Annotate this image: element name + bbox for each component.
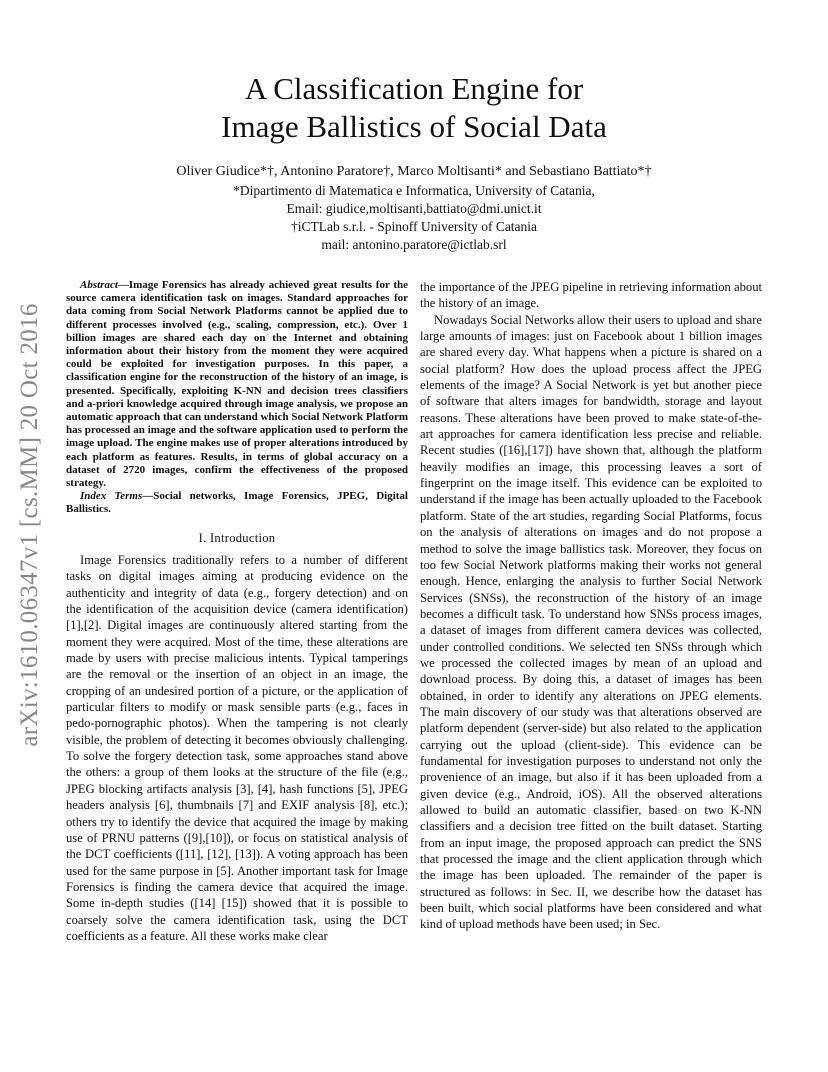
paper-title <box>0 70 828 146</box>
email-1: Email: giudice,moltisanti,battiato@dmi.unict.it <box>286 201 542 216</box>
right-column <box>420 279 762 933</box>
arxiv-id: arXiv:1610.06347v1 [cs.MM] 20 Oct 2016 <box>16 303 43 747</box>
intro-paragraph-2: the importance of the JPEG pipeline in retrieving information about the history of an image. <box>420 280 762 311</box>
index-terms-label: Index Terms <box>80 490 143 503</box>
abstract-label: Abstract <box>80 279 118 291</box>
email-2: mail: antonino.paratore@ictlab.srl <box>321 237 507 252</box>
intro-paragraph-1: Image Forensics traditionally refers to a number of different tasks on digital images aiming at producing evidence on the authenticity and integrity of data (e.g., forgery detection) and on the identification of the acquisition device (camera identification) [1],[2]. Digital images are continuously altered starting from the moment they were acquired. Most of the time, these alterations are made by users with precise malicious intents. Typical tamperings are the removal or the insertion of an object in an image, the cropping of an undesired portion of a picture, or the application of particular filters to modify or mask sensible parts (e.g., faces in pedo-pornographic photos). When the tampering is not clearly visible, the problem of detecting it becomes obviously challenging. To solve the forgery detection task, some approaches stand above the others: a group of them looks at the structure of the file (e.g., JPEG blocking artifacts analysis [3], [4], hash functions [5], JPEG headers analysis [6], thumbnails [7] and EXIF analysis [8], etc.); others try to identify the device that acquired the image by making use of PRNU patterns ([9],[10]), or focus on statistical analysis of the DCT coefficients ([11], [12], [13]). A voting approach has been used for the same purpose in [5]. Another important task for Image Forensics is finding the camera device that acquired the image. Some in-depth studies ([14] [15]) showed that it is possible to coarsely solve the camera identification task, using the DCT coefficients as a feature. All these works make clear <box>66 553 408 943</box>
abstract-text: —Image Forensics has already achieved great results for the source camera identification task on images. Standard approaches for data coming from Social Network Platforms cannot be applied due to different processes involved (e.g., scaling, compression, etc.). Over 1 billion images are shared each day on the Internet and obtaining information about their history from the moment they were acquired could be exploited for investigation purposes. In this paper, a classification engine for the reconstruction of the history of an image, is presented. Specifically, exploiting K-NN and decision trees classifiers and a-priori knowledge acquired through image analysis, we propose an automatic approach that can understand which Social Network Platform has processed an image and the software application used to perform the image upload. The engine makes use of proper alterations introduced by each platform as features. Results, in terms of global accuracy on a dataset of 2720 images, confirm the effectiveness of the proposed strategy. <box>66 279 409 490</box>
title-line-1: A Classification Engine for <box>244 71 584 106</box>
arxiv-sidebar <box>10 275 50 775</box>
title-line-2: Image Ballistics of Social Data <box>221 109 607 144</box>
author-block <box>0 162 828 254</box>
left-column <box>66 279 408 944</box>
section-heading-introduction: I. Introduction <box>198 530 276 545</box>
author-names: Oliver Giudice*†, Antonino Paratore†, Marco Moltisanti* and Sebastiano Battiato*† <box>176 164 652 179</box>
index-terms-text: —Social networks, Image Forensics, JPEG, Digital Ballistics. <box>66 490 408 516</box>
affiliation-2: †iCTLab s.r.l. - Spinoff University of Catania <box>290 219 538 234</box>
abstract <box>66 279 408 517</box>
intro-paragraph-3: Nowadays Social Networks allow their users to upload and share large amounts of images: just on Facebook about 1 billion images are shared every day. What happens when a picture is shared on a social platform? How does the upload process affect the JPEG elements of the image? A Social Network is yet but another piece of software that alters images for bandwidth, storage and layout reasons. These alterations have been proved to make state-of-the-art approaches for camera identification less precise and reliable. Recent studies ([16],[17]) have shown that, although the platform heavily modifies an image, this processing leaves a sort of fingerprint on the image itself. This evidence can be exploited to understand if the image has been actually uploaded to the Facebook platform. State of the art studies, regarding Social Platforms, focus on the analysis of alterations on images and do not propose a method to solve the image ballistics task. Moreover, they focus on too few Social Network platforms making their works not general enough. Hence, enlarging the analysis to further Social Network Services (SNSs), the reconstruction of the history of an image becomes a difficult task. To understand how SNSs process images, a dataset of images from different camera devices was collected, under controlled conditions. We selected ten SNSs through which we processed the collected images by mean of an upload and download process. By doing this, a dataset of images has been obtained, in order to identify any alterations on JPEG elements. The main discovery of our study was that alterations observed are platform dependent (server-side) but also related to the application carrying out the upload (client-side). This evidence can be fundamental for investigation purposes to understand not only the provenience of an image, but also if it has been uploaded from a given device (e.g., Android, iOS). All the observed alterations allowed to build an automatic classifier, based on two K-NN classifiers and a decision tree fitted on the built dataset. Starting from an input image, the proposed approach can predict the SNS that processed the image and the client application through which the image has been uploaded. The remainder of the paper is structured as follows: in Sec. II, we describe how the dataset has been built, which social platforms have been considered and what kind of upload methods have been used; in Sec. <box>420 312 762 932</box>
affiliation-1: *Dipartimento di Matematica e Informatica, University of Catania, <box>233 183 595 198</box>
